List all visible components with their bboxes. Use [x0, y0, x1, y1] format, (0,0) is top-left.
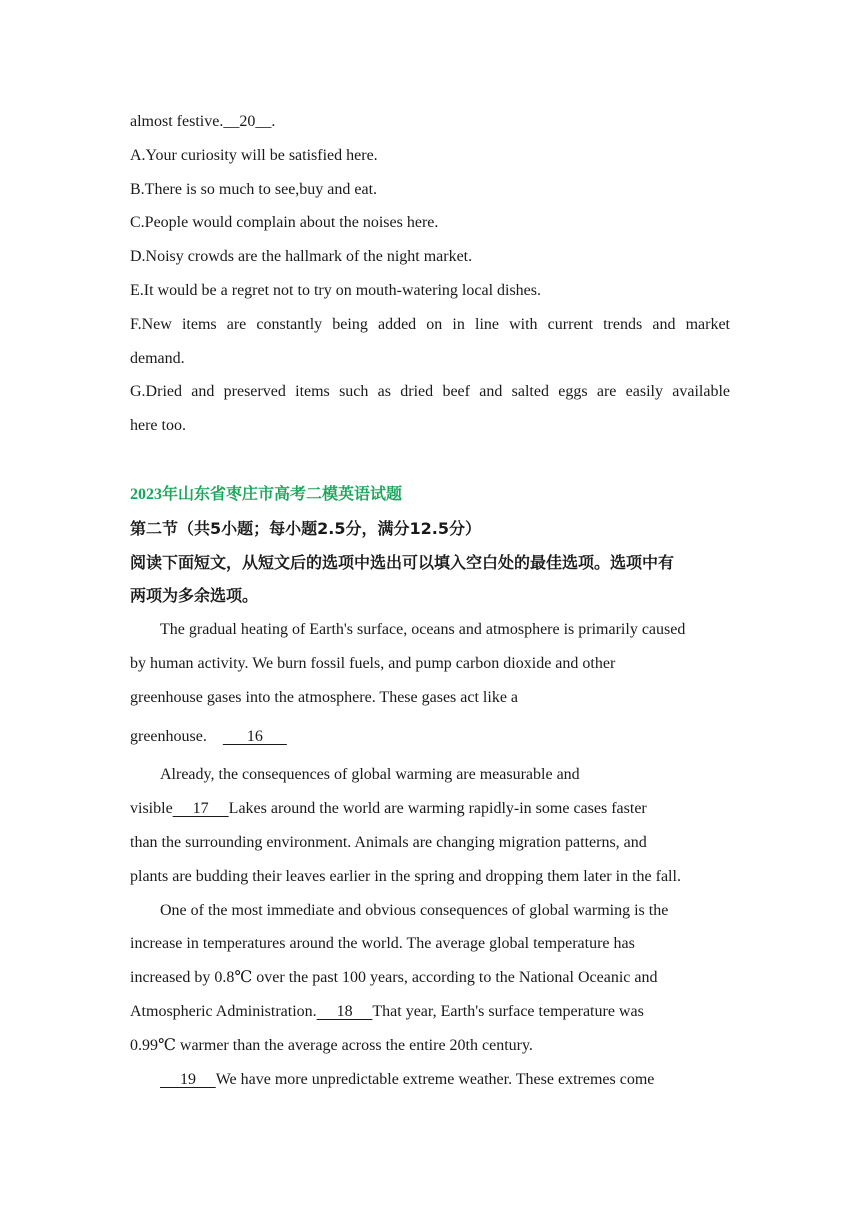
paragraph-3-line-4-text: Atmospheric Administration. [130, 1002, 317, 1020]
passage-fragment-line [130, 105, 730, 139]
option-e: E.It would be a regret not to try on mouth-watering local dishes. [130, 281, 542, 299]
blank-17: 17 [172, 800, 229, 818]
options-list [130, 139, 730, 443]
paragraph-1-line-3: greenhouse gases into the atmosphere. These gases act like a [130, 688, 519, 706]
paragraph-2-line-3: than the surrounding environment. Animals are changing migration patterns, and [130, 833, 647, 851]
paragraph-2-line-4: plants are budding their leaves earlier in the spring and dropping them later in the fall. [130, 867, 681, 885]
option-g: G.Dried and preserved items such as dried beef and salted eggs are easily available [130, 383, 730, 401]
option-f: F.New items are constantly being added on in line with current trends and market [130, 315, 730, 333]
paragraph-1-line-4-text: greenhouse. [130, 727, 207, 745]
paragraph-2-line-2 [130, 792, 730, 826]
paragraph-2-line-2-rest: Lakes around the world are warming rapidly-in some cases faster [228, 800, 647, 818]
paragraph-3-line-3: increased by 0.8℃ over the past 100 years, according to the National Oceanic and [130, 969, 658, 987]
paragraph-1-line-2: by human activity. We burn fossil fuels, and pump carbon dioxide and other [130, 654, 616, 672]
option-c: C.People would complain about the noises here. [130, 214, 439, 232]
blank-20: __20__ [223, 113, 272, 130]
option-a: A.Your curiosity will be satisfied here. [130, 146, 378, 164]
paragraph-4-line-1 [130, 1063, 730, 1097]
blank-19: 19 [160, 1070, 216, 1088]
paragraph-1-line-4 [130, 720, 730, 754]
blank-16: 16 [222, 727, 287, 745]
section-subtitle: 第二节（共5小题；每小题2.5分，满分12.5分） [130, 518, 481, 538]
paragraph-3-line-4-rest: That year, Earth's surface temperature was [372, 1002, 644, 1020]
paragraph-2-line-1: Already, the consequences of global warming are measurable and [160, 766, 580, 784]
option-f-continued: demand. [130, 349, 185, 367]
instruction-line-1: 阅读下面短文，从短文后的选项中选出可以填入空白处的最佳选项。选项中有 [130, 552, 675, 572]
instruction-line-2: 两项为多余选项。 [130, 586, 259, 606]
paragraph-2-line-2-text: visible [130, 800, 173, 818]
fragment-end: . [271, 113, 276, 130]
option-b: B.There is so much to see,buy and eat. [130, 180, 378, 198]
paragraph-3-line-4 [130, 995, 730, 1029]
paragraph-3-line-1: One of the most immediate and obvious consequences of global warming is the [160, 901, 669, 919]
document-page [130, 105, 730, 1096]
option-g-continued: here too. [130, 417, 186, 435]
paragraph-1-line-1: The gradual heating of Earth's surface, oceans and atmosphere is primarily caused [160, 621, 686, 639]
passage [130, 613, 730, 1096]
paragraph-3-line-2: increase in temperatures around the world. The average global temperature has [130, 935, 635, 953]
fragment-text: almost festive. [130, 113, 224, 130]
option-d: D.Noisy crowds are the hallmark of the night market. [130, 248, 473, 266]
blank-18: 18 [316, 1002, 373, 1020]
section-title: 2023年山东省枣庄市高考二模英语试题 [130, 485, 403, 503]
paragraph-4-line-1-rest: We have more unpredictable extreme weather. These extremes come [215, 1070, 655, 1088]
paragraph-3-line-5: 0.99℃ warmer than the average across the entire 20th century. [130, 1036, 533, 1054]
